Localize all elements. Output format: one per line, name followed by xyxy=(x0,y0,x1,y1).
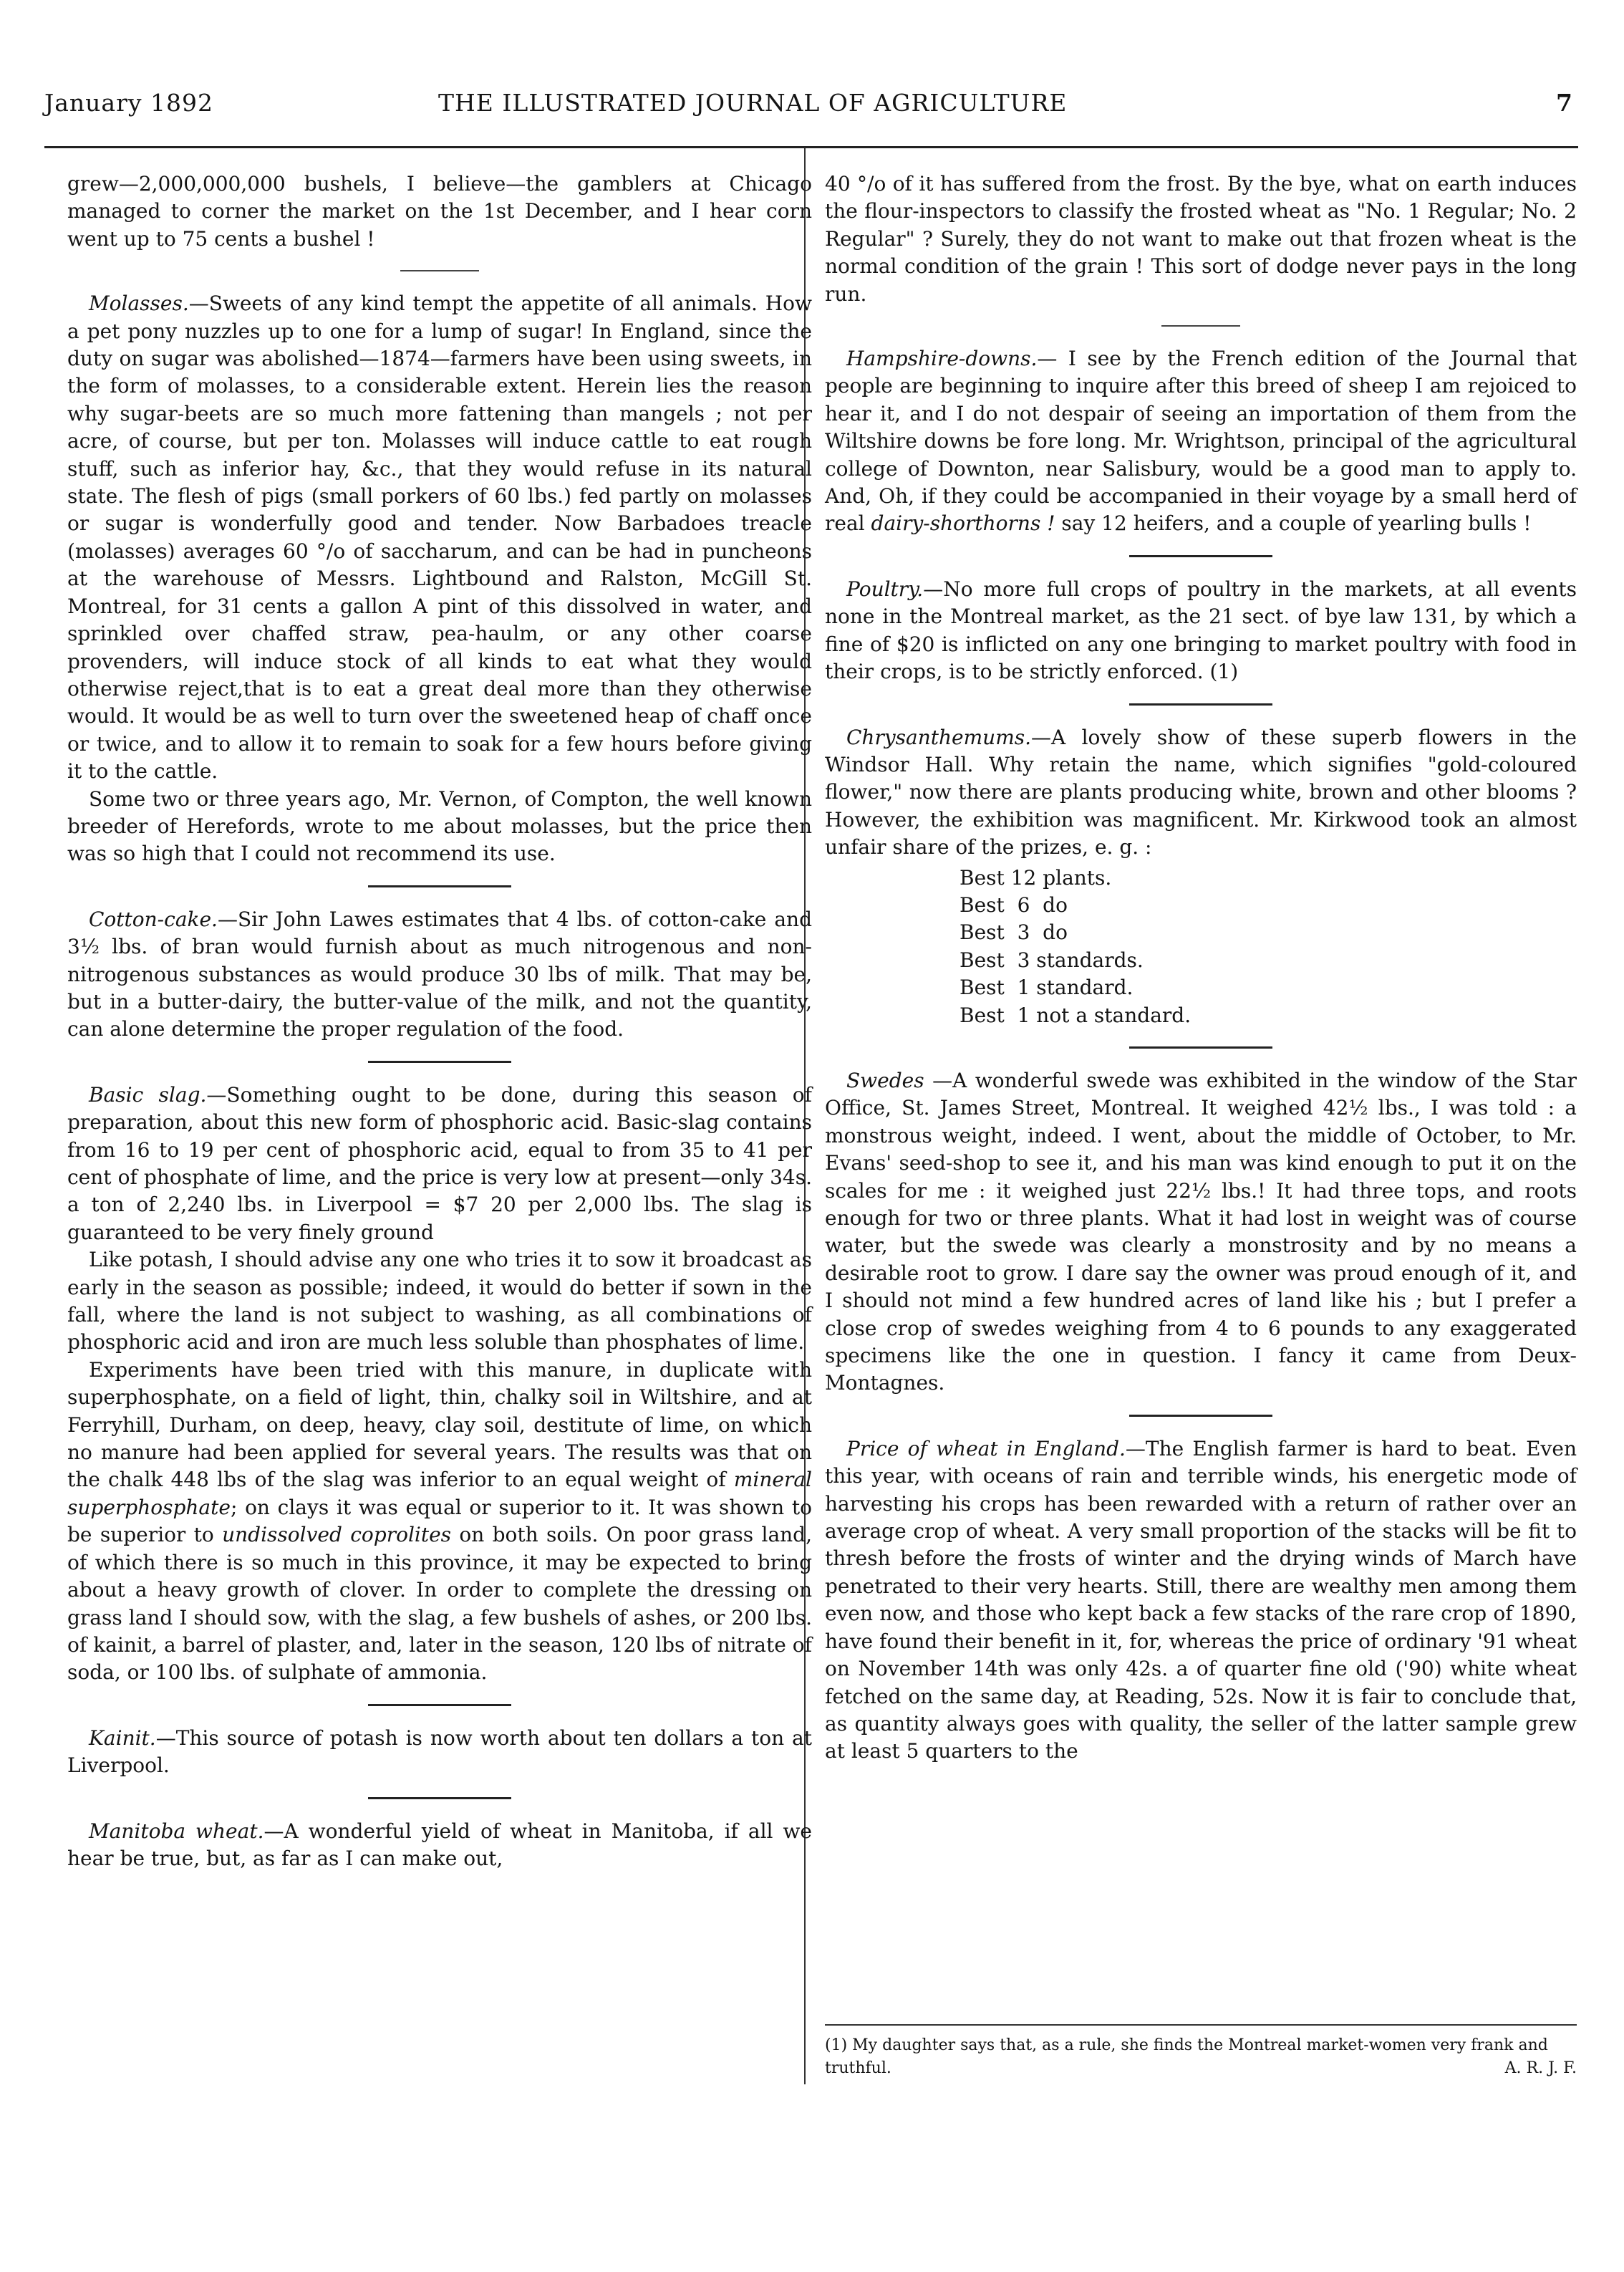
prize-item: Best 12 plants. xyxy=(960,865,1112,890)
section-separator xyxy=(368,1061,511,1063)
issue-date: January 1892 xyxy=(44,89,213,117)
left-column xyxy=(67,170,812,1872)
section-body: —This source of potash is now worth about ten dollars a ton at Liverpool. xyxy=(67,1725,812,1778)
section-body: —Sweets of any kind tempt the appetite of all animals. How a pet pony nuzzles up to one for a lump of sugar! In England, since the duty on sugar was abolished—1874—farmers have been using sweets, in the form of molasses, to a considerable extent. Herein lies the reason why sugar-beets are so much more fattening than mangels ; not per acre, of course, but per ton. Molasses will induce cattle to eat rough stuff, such as inferior hay, &c., that they would refuse in its natural state. The flesh of pigs (small porkers of 60 lbs.) fed partly on molasses or sugar is wonderfully good and tender. Now Barbadoes treacle (molasses) averages 60 °/o of saccharum, and can be had in puncheons at the warehouse of Messrs. Lightbound and Ralston, McGill St. Montreal, for 31 cents a gallon A pint of this dissolved in water, and sprinkled over chaffed straw, pea-haulm, or any other coarse provenders, will induce stock of all kinds to eat what they would otherwise reject,that is to eat a great deal more than they otherwise would. It would be as well to turn over the sweetened heap of chaff once or twice, and to allow it to remain to soak for a few hours before giving it to the cattle. xyxy=(67,292,812,784)
paragraph-slag-sowing: Like potash, I should advise any one who tries it to sow it broadcast as early in the season as possible; indeed, it would do better if sown in the fall, where the land is not subject to washing, as all combinations of phosphoric acid and iron are much less soluble than phosphates of lime. xyxy=(67,1248,812,1354)
emphasis: mineral superphosphate xyxy=(67,1468,812,1519)
journal-title: THE ILLUSTRATED JOURNAL OF AGRICULTURE xyxy=(438,89,1068,117)
section-separator xyxy=(368,885,511,887)
section-body: —A wonderful swede was exhibited in the window of the Star Office, St. James Street, Montreal. It weighed 42½ lbs., I was told : a monstrous weight, indeed. I went, about the middle of October, to Mr. Evans' seed-shop to see it, and his man was kind enough to put it on the scales for me : it weighed just 22½ lbs.! It had three tops, and roots enough for two or three plants. What it had lost in weight was of course water, but the swede was clearly a monstrosity and by no means a desirable root to grow. I dare say the owner was proud enough of it, and I should not mind a few hundred acres of land like his ; but I prefer a close crop of swedes weighing from 4 to 6 pounds to any exaggerated specimens like the one in question. I fancy it came from Deux-Montagnes. xyxy=(825,1068,1577,1395)
prize-list xyxy=(960,865,1577,1029)
prize-item: Best 1 not a standard. xyxy=(960,1003,1192,1027)
header-rule xyxy=(44,146,1578,148)
section-title: Kainit. xyxy=(89,1725,156,1750)
section-title: Hampshire-downs. xyxy=(846,347,1038,371)
section-kainit xyxy=(67,1725,812,1780)
section-body: —Something ought to be done, during this season of preparation, about this new form of phosphoric acid. Basic-slag contains from 16 to 19 per cent of phosphoric acid, equal to from 35 to 41 per cent of phosphate of lime, and the price is very low at present—only 34s. a ton of 2,240 lbs. in Liverpool = $7 20 per 2,000 lbs. The slag is guaranteed to be very finely ground xyxy=(67,1082,812,1244)
section-molasses xyxy=(67,290,812,785)
section-title: Price of wheat in England. xyxy=(846,1436,1126,1460)
prize-item: Best 1 standard. xyxy=(960,976,1134,1000)
section-separator xyxy=(1129,1046,1272,1049)
section-body: —A lovely show of these superb flowers in the Windsor Hall. Why retain the name, which signifies "gold-coloured flower," now there are plants producing white, brown and other blooms ? However, the exhibition was magnificent. Mr. Kirkwood took an almost unfair share of the prizes, e. g. : xyxy=(825,725,1577,860)
section-body: —No more full crops of poultry in the markets, at all events none in the Montreal market, as the 21 sect. of bye law 131, by which a fine of $20 is inflicted on any one bringing to market poultry with food in their crops, is to be strictly enforced. (1) xyxy=(825,577,1577,684)
emphasis: undissolved coprolites xyxy=(222,1523,452,1547)
text-run: say 12 heifers, and a couple of yearling bulls ! xyxy=(1061,511,1532,536)
section-manitoba-wheat xyxy=(67,1818,812,1873)
section-title: Molasses. xyxy=(89,292,189,316)
section-body: —Sir John Lawes estimates that 4 lbs. of cotton-cake and 3½ lbs. of bran would furnish about as much nitrogenous and non-nitrogenous substances as would produce 30 lbs of milk. That may be, but in a butter-dairy, the butter-value of the milk, and not the quantity, can alone determine the proper regulation of the food. xyxy=(67,907,812,1041)
section-separator xyxy=(1161,325,1240,327)
footnote-signature: A. R. J. F. xyxy=(1504,2059,1577,2077)
footnote-rule xyxy=(825,2024,1577,2026)
section-hampshire-downs xyxy=(825,345,1577,538)
text-run: Experiments have been tried with this manure, in duplicate with superphosphate, on a field of light, thin, chalky soil in Wiltshire, and at Ferryhill, Durham, on deep, heavy, clay soil, destitute of lime, on which no manure had been applied for several years. The results was that on the chalk 448 lbs of the slag was inferior to an equal weight of xyxy=(67,1357,812,1492)
section-body: — I see by the French edition of the Journal that people are beginning to inquire after this breed of sheep I am rejoiced to hear it, and I do not despair of seeing an importation of them from the Wiltshire downs be fore long. Mr. Wrightson, principal of the agricultural college of Downton, near Salisbury, would be a good man to apply to. And, Oh, if they could be accompanied in their voyage by a small herd of real xyxy=(825,347,1577,536)
footnote-text: (1) My daughter says that, as a rule, she finds the Montreal market-women very frank and truthful. xyxy=(825,2036,1548,2077)
running-header xyxy=(44,89,1578,117)
section-cotton-cake xyxy=(67,906,812,1044)
right-column xyxy=(825,170,1577,1766)
footnote xyxy=(825,2034,1577,2080)
section-body: —The English farmer is hard to beat. Even this year, with oceans of rain and terrible winds, his energetic mode of harvesting his crops has been rewarded with a return of rather over an average crop of wheat. A very small proportion of the stacks will be fit to thresh before the frosts of winter and the drying winds of March have penetrated to their very hearts. Still, there are wealthy men among them even now, and those who kept back a few stacks of the rare crop of 1890, have found their benefit in it, for, whereas the price of ordinary '91 wheat on November 14th was only 42s. a of quarter fine old ('90) white wheat fetched on the same day, at Reading, 52s. Now it is fair to conclude that, as quantity always goes with quality, the seller of the latter sample grew at least 5 quarters to the xyxy=(825,1436,1577,1763)
section-separator xyxy=(1129,1415,1272,1417)
section-basic-slag xyxy=(67,1082,812,1246)
paragraph-slag-experiments xyxy=(67,1357,812,1687)
section-separator xyxy=(368,1797,511,1799)
text-run: on both soils. On poor grass land, of which there is so much in this province, it may be expected to bring about a heavy growth of clover. In order to complete the dressing on grass land I should sow, with the slag, a few bushels of ashes, or 200 lbs. of kainit, a barrel of plaster, and, later in the season, 120 lbs of nitrate of soda, or 100 lbs. of sulphate of ammonia. xyxy=(67,1523,813,1685)
section-separator xyxy=(1129,555,1272,557)
section-title: Manitoba wheat. xyxy=(89,1819,264,1843)
section-chrysanthemums xyxy=(825,724,1577,862)
section-title: Chrysanthemums. xyxy=(846,725,1032,749)
section-title: Basic slag. xyxy=(89,1082,207,1107)
section-body: —A wonderful yield of wheat in Manitoba, if all we hear be true, but, as far as I can make out, xyxy=(67,1819,812,1870)
section-title: Cotton-cake. xyxy=(89,907,218,931)
section-separator xyxy=(1129,703,1272,706)
paragraph-frost: 40 °/o of it has suffered from the frost. By the bye, what on earth induces the flour-inspectors to classify the frosted wheat as "No. 1 Regular; No. 2 Regular" ? Surely, they do not want to make out that frozen wheat is the normal condition of the grain ! This sort of dodge never pays in the long run. xyxy=(825,172,1577,306)
prize-item: Best 6 do xyxy=(960,892,1068,917)
page-number: 7 xyxy=(1556,89,1572,117)
paragraph-gamblers: grew—2,000,000,000 bushels, I believe—the gamblers at Chicago managed to corner the market on the 1st December, and I hear corn went up to 75 cents a bushel ! xyxy=(67,172,812,251)
section-separator xyxy=(400,270,479,271)
section-swedes xyxy=(825,1067,1577,1397)
prize-item: Best 3 standards. xyxy=(960,948,1144,972)
section-separator xyxy=(368,1704,511,1706)
section-price-of-wheat xyxy=(825,1435,1577,1766)
section-poultry xyxy=(825,576,1577,686)
emphasis: dairy-shorthorns ! xyxy=(871,511,1055,536)
paragraph-vernon: Some two or three years ago, Mr. Vernon, of Compton, the well known breeder of Herefords, wrote to me about molasses, but the price then was so high that I could not recommend its use. xyxy=(67,786,812,866)
text-run: ; on clays it was equal or superior to it. It was shown to be superior to xyxy=(67,1495,812,1547)
prize-item: Best 3 do xyxy=(960,920,1068,945)
section-title: Swedes xyxy=(846,1068,924,1092)
section-title: Poultry. xyxy=(846,577,924,601)
